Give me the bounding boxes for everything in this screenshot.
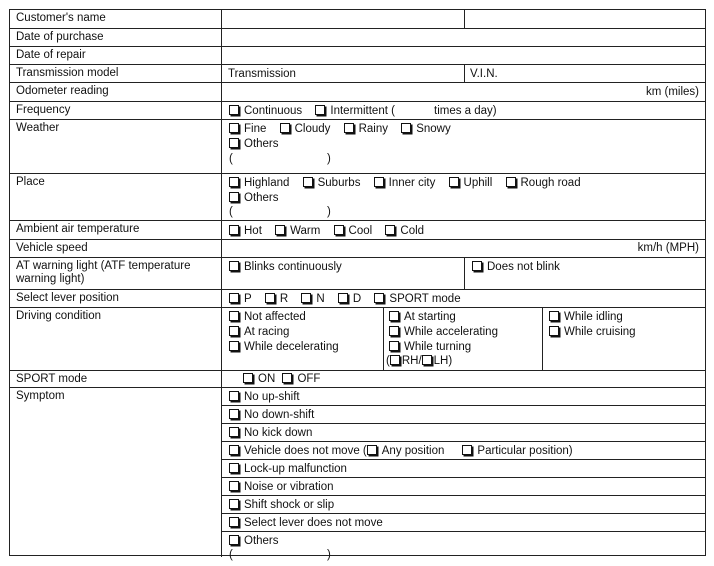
option-label: While turning bbox=[404, 341, 472, 353]
divider bbox=[542, 308, 543, 370]
option-label: Particular position) bbox=[477, 445, 573, 457]
temperature-options bbox=[222, 221, 705, 239]
checkbox-icon bbox=[229, 535, 239, 545]
option-off[interactable] bbox=[282, 372, 320, 386]
label-line: AT warning light (ATF temperature bbox=[16, 260, 191, 272]
field-transmission[interactable]: Transmission bbox=[228, 68, 296, 80]
checkbox-icon bbox=[389, 326, 399, 336]
row-frequency bbox=[10, 102, 705, 120]
speed-unit: km/h (MPH) bbox=[637, 242, 699, 254]
checkbox-icon bbox=[401, 123, 411, 133]
label-customers-name: Customer's name bbox=[10, 10, 222, 28]
option-label: Others bbox=[244, 535, 279, 547]
checkbox-icon bbox=[229, 481, 239, 491]
checkbox-icon bbox=[229, 326, 239, 336]
option-label: No down-shift bbox=[244, 409, 315, 421]
field-odometer[interactable] bbox=[222, 83, 705, 101]
place-options bbox=[222, 174, 705, 220]
row-weather bbox=[10, 120, 705, 174]
checkbox-icon bbox=[282, 373, 292, 383]
option-label: N bbox=[316, 293, 325, 305]
option-cloudy[interactable] bbox=[280, 122, 331, 136]
field-date-of-purchase[interactable] bbox=[222, 29, 705, 46]
option-suburbs[interactable] bbox=[303, 176, 361, 190]
checkbox-icon bbox=[229, 499, 239, 509]
option-any-position[interactable] bbox=[367, 444, 445, 458]
option-at-starting[interactable] bbox=[389, 310, 456, 324]
checkbox-icon bbox=[315, 105, 325, 115]
checkbox-icon bbox=[389, 341, 399, 351]
row-ambient-air-temperature bbox=[10, 221, 705, 240]
checkbox-icon bbox=[229, 463, 239, 473]
checkbox-icon bbox=[229, 311, 239, 321]
option-label: Snowy bbox=[416, 123, 451, 135]
option-inner-city[interactable] bbox=[374, 176, 436, 190]
option-rh[interactable] bbox=[390, 354, 422, 368]
field-vin[interactable]: V.I.N. bbox=[470, 68, 498, 80]
divider bbox=[464, 10, 465, 28]
row-odometer-reading bbox=[10, 83, 705, 102]
paren-open: ( bbox=[229, 206, 233, 218]
label-vehicle-speed: Vehicle speed bbox=[10, 240, 222, 257]
symptom-options bbox=[222, 388, 705, 561]
option-label: Any position bbox=[381, 445, 445, 457]
option-label: SPORT mode bbox=[389, 293, 461, 305]
checkbox-icon bbox=[229, 261, 239, 271]
option-label: No kick down bbox=[244, 427, 313, 439]
option-label: Uphill bbox=[463, 177, 493, 189]
label-line: warning light) bbox=[16, 273, 85, 285]
divider bbox=[464, 65, 465, 82]
label-place: Place bbox=[10, 174, 222, 220]
option-label: Lock-up malfunction bbox=[244, 463, 347, 475]
times-a-day-label: times a day) bbox=[434, 105, 497, 117]
option-label: Warm bbox=[290, 225, 321, 237]
row-select-lever-position bbox=[10, 290, 705, 308]
label-symptom: Symptom bbox=[10, 388, 222, 557]
option-others[interactable] bbox=[229, 534, 279, 548]
checkbox-icon bbox=[229, 427, 239, 437]
checkbox-icon bbox=[338, 293, 348, 303]
option-label: Blinks continuously bbox=[244, 261, 342, 273]
checkbox-icon bbox=[389, 311, 399, 321]
checkbox-icon bbox=[367, 445, 377, 455]
option-label: Cold bbox=[400, 225, 425, 237]
row-date-of-repair bbox=[10, 47, 705, 65]
diagnostic-worksheet bbox=[9, 9, 706, 561]
option-label: Shift shock or slip bbox=[244, 499, 335, 511]
symptom-row bbox=[222, 478, 705, 496]
label-sport-mode: SPORT mode bbox=[10, 371, 222, 387]
row-transmission-model bbox=[10, 65, 705, 83]
option-while-idling[interactable] bbox=[549, 310, 623, 324]
option-label: While cruising bbox=[564, 326, 636, 338]
option-snowy[interactable] bbox=[401, 122, 451, 136]
option-uphill[interactable] bbox=[449, 176, 493, 190]
option-p[interactable] bbox=[229, 292, 252, 306]
option-n[interactable] bbox=[301, 292, 324, 306]
option-sport-mode[interactable] bbox=[374, 292, 460, 306]
checkbox-icon bbox=[229, 138, 239, 148]
label-date-of-repair: Date of repair bbox=[10, 47, 222, 64]
option-label: Cool bbox=[348, 225, 373, 237]
checkbox-icon bbox=[374, 177, 384, 187]
symptom-row bbox=[222, 442, 705, 460]
option-r[interactable] bbox=[265, 292, 288, 306]
checkbox-icon bbox=[374, 293, 384, 303]
option-no-kick-down[interactable] bbox=[229, 426, 312, 440]
checkbox-icon bbox=[265, 293, 275, 303]
symptom-row bbox=[222, 388, 705, 406]
lever-position-options bbox=[222, 290, 705, 307]
option-label: At starting bbox=[404, 311, 456, 323]
option-label: No up-shift bbox=[244, 391, 300, 403]
symptom-row bbox=[222, 496, 705, 514]
option-label: At racing bbox=[244, 326, 290, 338]
checkbox-icon bbox=[229, 105, 239, 115]
option-lock-up-malfunction[interactable] bbox=[229, 462, 347, 476]
checkbox-icon bbox=[229, 177, 239, 187]
checkbox-icon bbox=[301, 293, 311, 303]
option-cold[interactable] bbox=[385, 224, 424, 238]
paren-open: ( bbox=[386, 355, 390, 367]
checkbox-icon bbox=[229, 123, 239, 133]
transmission-model-values bbox=[222, 65, 705, 82]
paren-close: ) bbox=[327, 549, 331, 561]
row-vehicle-speed bbox=[10, 240, 705, 258]
checkbox-icon bbox=[275, 225, 285, 235]
label-date-of-purchase: Date of purchase bbox=[10, 29, 222, 46]
option-while-turning[interactable] bbox=[389, 340, 471, 354]
option-label: Does not blink bbox=[487, 261, 560, 273]
paren-close: ) bbox=[327, 206, 331, 218]
option-label: Intermittent ( bbox=[330, 105, 395, 117]
option-shift-shock-or-slip[interactable] bbox=[229, 498, 334, 512]
option-hot[interactable] bbox=[229, 224, 262, 238]
row-customers-name bbox=[10, 10, 705, 29]
checkbox-icon bbox=[229, 445, 239, 455]
option-label: ON bbox=[258, 373, 276, 385]
option-label: Select lever does not move bbox=[244, 517, 383, 529]
checkbox-icon bbox=[303, 177, 313, 187]
option-lh[interactable] bbox=[422, 354, 453, 368]
option-rough-road[interactable] bbox=[506, 176, 581, 190]
label-transmission-model: Transmission model bbox=[10, 65, 222, 82]
checkbox-icon bbox=[334, 225, 344, 235]
option-select-lever-does-not-move[interactable] bbox=[229, 516, 383, 530]
option-label: RH/ bbox=[401, 355, 422, 367]
label-at-warning-light bbox=[10, 258, 222, 289]
option-not-affected[interactable] bbox=[229, 310, 306, 324]
option-label: Vehicle does not move ( bbox=[244, 445, 367, 457]
option-label: Others bbox=[244, 192, 279, 204]
symptom-row bbox=[222, 406, 705, 424]
option-no-down-shift[interactable] bbox=[229, 408, 314, 422]
option-label: OFF bbox=[297, 373, 321, 385]
option-warm[interactable] bbox=[275, 224, 320, 238]
divider bbox=[383, 308, 384, 370]
field-date-of-repair[interactable] bbox=[222, 47, 705, 64]
option-intermittent[interactable] bbox=[315, 104, 395, 118]
checkbox-icon bbox=[280, 123, 290, 133]
checkbox-icon bbox=[449, 177, 459, 187]
checkbox-icon bbox=[229, 192, 239, 202]
driving-condition-options bbox=[222, 308, 705, 370]
paren-open: ( bbox=[229, 549, 233, 561]
checkbox-icon bbox=[229, 409, 239, 419]
row-place bbox=[10, 174, 705, 221]
option-d[interactable] bbox=[338, 292, 361, 306]
option-while-accelerating[interactable] bbox=[389, 325, 498, 339]
label-select-lever-position: Select lever position bbox=[10, 290, 222, 307]
checkbox-icon bbox=[422, 355, 432, 365]
checkbox-icon bbox=[243, 373, 253, 383]
checkbox-icon bbox=[549, 311, 559, 321]
option-label: Cloudy bbox=[294, 123, 331, 135]
row-date-of-purchase bbox=[10, 29, 705, 47]
option-label: Rainy bbox=[358, 123, 388, 135]
checkbox-icon bbox=[229, 517, 239, 527]
option-noise-or-vibration[interactable] bbox=[229, 480, 333, 494]
checkbox-icon bbox=[229, 225, 239, 235]
option-label: Others bbox=[244, 138, 279, 150]
row-symptom bbox=[10, 388, 705, 561]
checkbox-icon bbox=[344, 123, 354, 133]
checkbox-icon bbox=[229, 341, 239, 351]
option-label: D bbox=[352, 293, 362, 305]
weather-options bbox=[222, 120, 705, 173]
option-label: Noise or vibration bbox=[244, 481, 334, 493]
checkbox-icon bbox=[506, 177, 516, 187]
option-others[interactable] bbox=[229, 191, 279, 205]
option-does-not-blink[interactable] bbox=[472, 260, 560, 274]
warning-light-options bbox=[222, 258, 705, 289]
label-frequency: Frequency bbox=[10, 102, 222, 119]
option-label: While accelerating bbox=[404, 326, 498, 338]
frequency-options bbox=[222, 102, 705, 119]
option-fine[interactable] bbox=[229, 122, 266, 136]
row-sport-mode bbox=[10, 371, 705, 388]
row-driving-condition bbox=[10, 308, 705, 371]
option-label: Suburbs bbox=[317, 177, 361, 189]
option-label: LH) bbox=[433, 355, 453, 367]
option-label: Rough road bbox=[520, 177, 581, 189]
option-label: Continuous bbox=[244, 105, 303, 117]
option-label: R bbox=[279, 293, 289, 305]
option-blinks-continuously[interactable] bbox=[229, 260, 342, 274]
symptom-row bbox=[222, 532, 705, 561]
option-label: Not affected bbox=[244, 311, 306, 323]
option-cool[interactable] bbox=[334, 224, 373, 238]
option-label: Highland bbox=[244, 177, 290, 189]
option-while-decelerating[interactable] bbox=[229, 340, 339, 354]
sport-mode-options bbox=[222, 371, 705, 387]
odometer-unit: km (miles) bbox=[645, 86, 699, 98]
option-no-up-shift[interactable] bbox=[229, 390, 300, 404]
option-highland[interactable] bbox=[229, 176, 289, 190]
option-rainy[interactable] bbox=[344, 122, 388, 136]
checkbox-icon bbox=[472, 261, 482, 271]
label-driving-condition: Driving condition bbox=[10, 308, 222, 370]
paren-close: ) bbox=[327, 153, 331, 165]
symptom-row bbox=[222, 514, 705, 532]
checkbox-icon bbox=[385, 225, 395, 235]
option-label: P bbox=[244, 293, 252, 305]
checkbox-icon bbox=[390, 355, 400, 365]
option-label: Hot bbox=[244, 225, 262, 237]
option-continuous[interactable] bbox=[229, 104, 302, 118]
option-on[interactable] bbox=[243, 372, 275, 386]
field-customers-name[interactable] bbox=[222, 10, 705, 28]
checkbox-icon bbox=[549, 326, 559, 336]
label-odometer-reading: Odometer reading bbox=[10, 83, 222, 101]
divider bbox=[464, 258, 465, 289]
option-particular-position[interactable] bbox=[462, 444, 572, 458]
option-at-racing[interactable] bbox=[229, 325, 289, 339]
checkbox-icon bbox=[462, 445, 472, 455]
symptom-row bbox=[222, 424, 705, 442]
checkbox-icon bbox=[229, 293, 239, 303]
row-at-warning-light bbox=[10, 258, 705, 290]
paren-open: ( bbox=[229, 153, 233, 165]
label-ambient-air-temperature: Ambient air temperature bbox=[10, 221, 222, 239]
option-label: While idling bbox=[564, 311, 623, 323]
checkbox-icon bbox=[229, 391, 239, 401]
field-vehicle-speed[interactable] bbox=[222, 240, 705, 257]
option-label: Inner city bbox=[388, 177, 436, 189]
option-others[interactable] bbox=[229, 137, 279, 151]
option-label: Fine bbox=[244, 123, 267, 135]
option-vehicle-does-not-move[interactable] bbox=[229, 444, 367, 458]
symptom-row bbox=[222, 460, 705, 478]
option-while-cruising[interactable] bbox=[549, 325, 636, 339]
label-weather: Weather bbox=[10, 120, 222, 173]
option-label: While decelerating bbox=[244, 341, 339, 353]
